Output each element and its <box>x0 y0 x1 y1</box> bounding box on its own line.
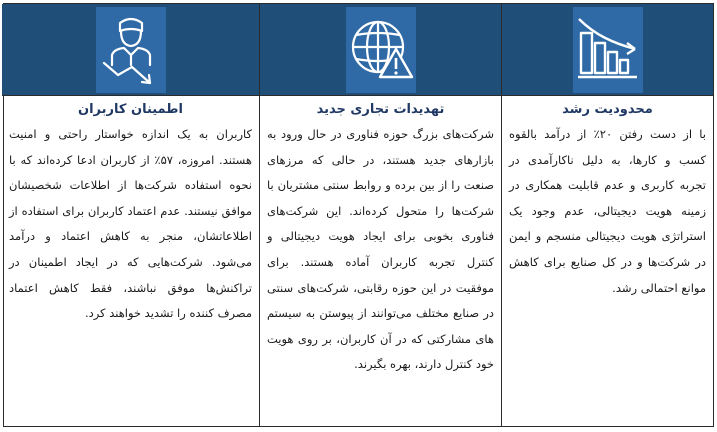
column-text: کاربران به یک اندازه خواستار راحتی و امنیت هستند. امروزه، ۵۷٪ از کاربران ادعا کرده‌اند که با نحوه استفاده شرکت‌ها از اطلاعات شخصیشان موافق نیستند. عدم اعتماد کاربران برای استفاده از اطلاعاتشان، منجر به کاهش اعتماد و درآمد می‌شود. شرکت‌هایی که در ایجاد اطمینان در تراکنش‌ها موفق نباشند، فقط کاهش اعتماد مصرف کننده را تشدید خواهند کرد. <box>9 127 252 321</box>
column-growth-limitation <box>501 4 713 426</box>
column-header <box>2 4 259 96</box>
column-header <box>502 4 713 96</box>
globe-warning-icon <box>346 7 416 93</box>
declining-chart-icon <box>573 7 643 93</box>
column-text: شرکت‌های بزرگ حوزه فناوری در حال ورود به بازارهای جدید هستند، در حالی که مرزهای صنعت را از بین برده و روابط سنتی مشتریان با شرکت‌ها را متحول کرده‌اند. این شرکت‌های فناوری بخوبی برای ایجاد هویت دیجیتالی و کنترل تجربه کاربران آماده هستند. برای موفقیت در این حوزه رقابتی، شرکت‌های سنتی در صنایع مختلف می‌توانند از پیوستن به سیستم های مشارکتی که در آن کاربران، بر روی هویت خود کنترل دارند، بهره بگیرند. <box>267 127 494 372</box>
column-business-threats <box>259 4 501 426</box>
column-title: محدودیت رشد <box>562 102 653 117</box>
falling-user-icon <box>96 7 166 93</box>
column-header <box>260 4 501 96</box>
column-user-confidence <box>2 4 259 426</box>
column-title: تهدیدات تجاری جدید <box>316 102 445 117</box>
comparison-table <box>3 3 714 427</box>
column-text: با از دست رفتن ۲۰٪ از درآمد بالقوه کسب و کارها، به دلیل ناکارآمدی در تجربه کاربری و عدم قابلیت همکاری در زمینه هویت دیجیتالی، عدم وجود یک استراتژی هویت دیجیتالی منسجم و ایمن در شرکت‌ها و در کل صنایع برای کاهش موانع احتمالی رشد. <box>509 127 707 295</box>
column-title: اطمینان کاربران <box>78 102 183 117</box>
